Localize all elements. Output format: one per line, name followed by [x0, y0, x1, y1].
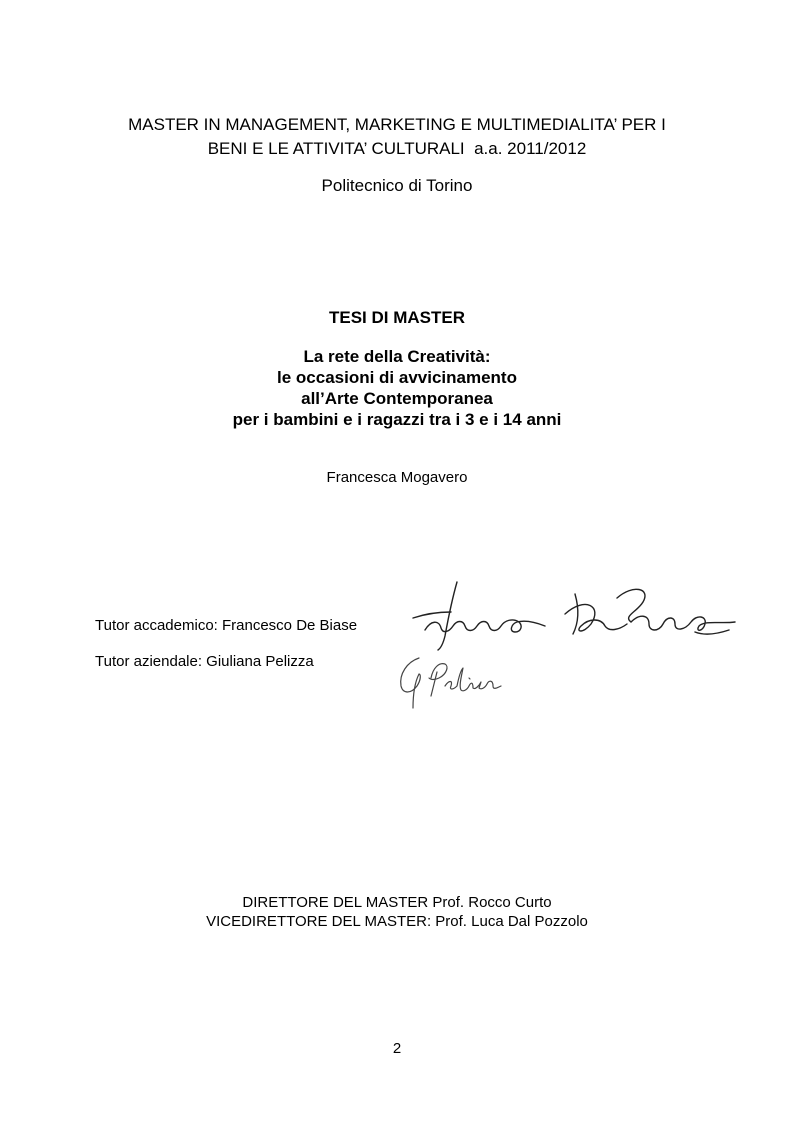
title-line-2: le occasioni di avvicinamento [277, 368, 517, 387]
thesis-label: TESI DI MASTER [328, 308, 465, 327]
director: DIRETTORE DEL MASTER Prof. Rocco Curto [242, 894, 552, 911]
academic-tutor-signature [405, 574, 740, 654]
header-line-2: BENI E LE ATTIVITA’ CULTURALI a.a. 2011/2012 [207, 139, 587, 158]
vice-director: VICEDIRETTORE DEL MASTER: Prof. Luca Dal Pozzolo [206, 913, 588, 930]
header-line-1: MASTER IN MANAGEMENT, MARKETING E MULTIMEDIALITA’ PER I [128, 115, 666, 134]
footer [0, 893, 794, 931]
company-tutor-signature [393, 652, 503, 710]
author-name: Francesca Mogavero [326, 469, 468, 486]
title-line-4: per i bambini e i ragazzi tra i 3 e i 14 anni [232, 410, 562, 429]
master-header [0, 113, 794, 161]
company-tutor: Tutor aziendale: Giuliana Pelizza [95, 653, 314, 670]
title-line-3: all’Arte Contemporanea [301, 389, 493, 408]
title-line-1: La rete della Creatività: [303, 347, 491, 366]
thesis-title [0, 346, 794, 430]
page-number: 2 [392, 1040, 402, 1057]
institution: Politecnico di Torino [321, 176, 473, 195]
academic-tutor: Tutor accademico: Francesco De Biase [95, 617, 358, 634]
